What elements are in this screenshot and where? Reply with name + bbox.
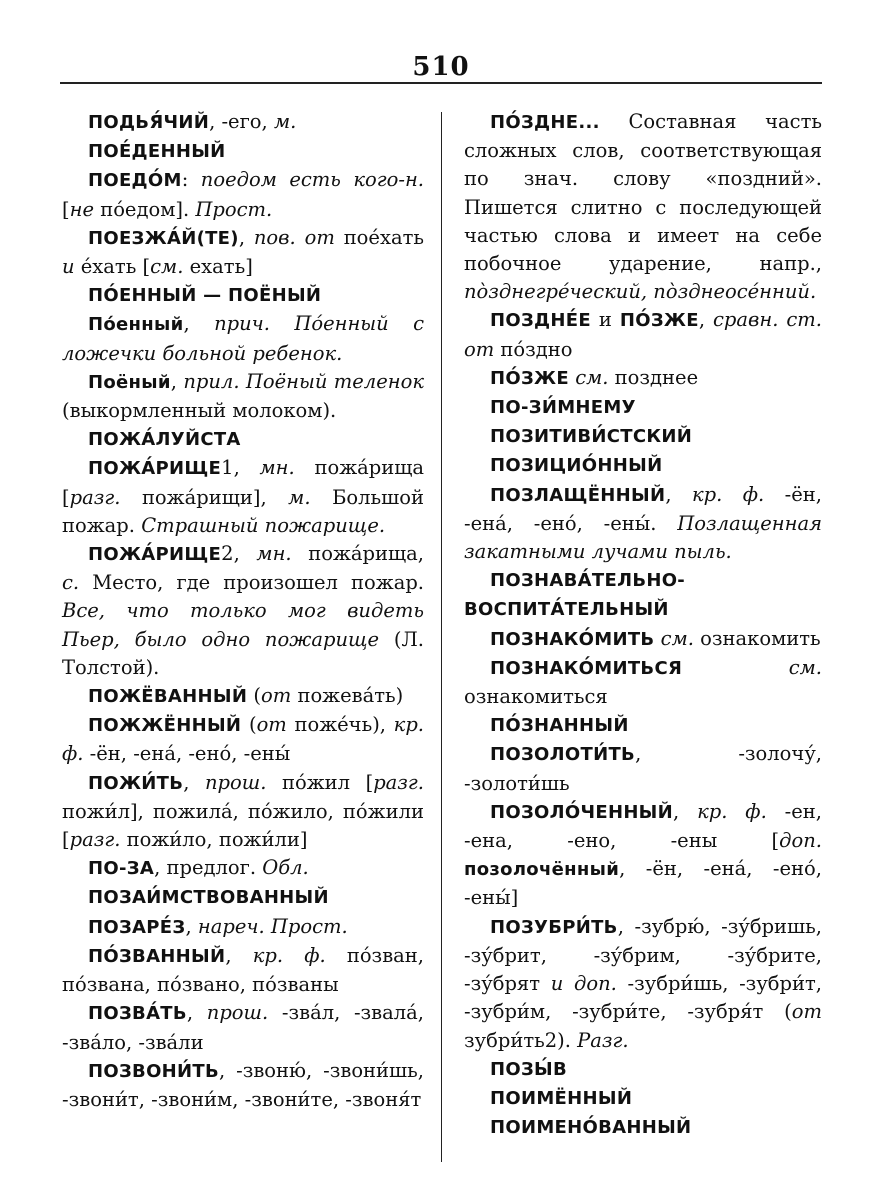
entry-label: кр. ф. — [697, 799, 767, 823]
entry-label: разг. — [69, 828, 121, 852]
dictionary-entry — [62, 711, 424, 768]
dictionary-entry — [464, 654, 822, 711]
entry-label: мн. — [256, 542, 292, 566]
entry-label: Разг. — [577, 1028, 629, 1052]
entry-text: позднее — [608, 365, 699, 389]
entry-text: , — [238, 225, 254, 249]
dictionary-entry — [62, 883, 424, 912]
entry-label: прил. Поёный теленок — [183, 369, 424, 393]
entry-text: 1, — [221, 456, 260, 480]
entry-text: , -золочу́, -золоти́шь — [464, 742, 822, 795]
entry-text: -зубри́шь, -зубри́т, -зубри́м, -зубри́те, -зубря́т ( — [464, 972, 822, 1024]
entry-label: доп. — [779, 829, 822, 853]
entry-text: , — [698, 308, 713, 332]
entry-label: сравн. ст. от — [464, 308, 822, 361]
entry-label: кр. ф. — [691, 482, 765, 506]
entry-headword: ПОЕДО́М — [88, 170, 182, 192]
entry-headword: ПОЗОЛО́ЧЕННЫЙ — [490, 801, 673, 823]
entry-headword: По́енный — [88, 314, 184, 336]
dictionary-entry — [62, 942, 424, 999]
dictionary-entry — [62, 166, 424, 223]
entry-headword: ПОЖЁВАННЫЙ — [88, 686, 248, 708]
dictionary-entry — [62, 454, 424, 540]
dictionary-entry — [464, 364, 822, 393]
entry-text: ( — [241, 713, 257, 737]
entry-text: зубри́ть2). — [464, 1028, 578, 1052]
entry-text: , -зубрю́, -зу́бришь, -зу́брит, -зу́брим, -зу́брите, -зу́брят — [464, 914, 822, 996]
entry-text: , — [183, 312, 215, 336]
dictionary-entry — [62, 999, 424, 1056]
entry-headword: ПОЗЫ́В — [490, 1058, 568, 1080]
entry-label: Прост. — [195, 197, 273, 221]
entry-label: Страшный пожарище. — [141, 513, 386, 537]
entry-text: Место, где произошел пожар. — [79, 571, 424, 595]
dictionary-entry — [464, 422, 822, 451]
entry-label: не — [69, 197, 94, 221]
entry-headword: ПОЖА́ЛУЙСТА — [88, 429, 241, 451]
entry-text: пожева́ть) — [291, 684, 404, 708]
entry-text: -ён, -ена́, -ено́, -ены́ — [83, 742, 291, 766]
entry-headword: ПО́ЕННЫЙ — ПОЁНЫЙ — [88, 285, 322, 307]
entry-text: пое́хать — [334, 225, 424, 249]
dictionary-entry — [62, 224, 424, 281]
entry-text: по́здно — [494, 337, 573, 361]
entry-headword: ПО́ЗЖЕ — [619, 310, 699, 332]
entry-text: пожи́л], пожила́, по́жило, по́жили [ — [62, 799, 424, 852]
entry-headword: ПОЗОЛОТИ́ТЬ — [490, 744, 636, 766]
dictionary-entry — [464, 481, 822, 567]
entry-label: от — [791, 1000, 822, 1024]
entry-text: пожа́рищи], — [120, 485, 289, 509]
entry-label: кр. ф. — [62, 713, 424, 766]
entry-headword: ПО́ЗНАННЫЙ — [490, 715, 629, 737]
dictionary-entry — [464, 393, 822, 422]
entry-label: см. — [788, 655, 822, 679]
entry-text: -зва́л, -звала́, -зва́ло, -зва́ли — [62, 1001, 424, 1054]
dictionary-entry — [464, 451, 822, 480]
entry-text: [ — [62, 197, 70, 221]
entry-label: прич. По́енный с ложечки больной ребенок. — [62, 312, 424, 365]
entry-label: от — [256, 713, 287, 737]
entry-text: , — [665, 482, 692, 506]
entry-text: по́едом]. — [94, 197, 196, 221]
dictionary-entry — [464, 306, 822, 363]
entry-headword: ПО́ЗВАННЫЙ — [88, 945, 226, 967]
entry-text: -ен, -ена, -ено, -ены [ — [464, 799, 822, 853]
entry-text: , — [186, 1001, 207, 1025]
entry-text: , предлог. — [154, 856, 263, 880]
entry-text: -ён, -ена́, -ено́, -ены́. — [464, 482, 822, 535]
entry-text: : — [181, 168, 201, 192]
entry-text: Составная часть сложных слов, соответствующая по знач. слову «поздний». Пишется слитно с последующей частью слова и имеет на себе побочное ударение, напр., — [464, 110, 822, 276]
entry-headword: ПОЗНАВА́ТЕЛЬНО-ВОСПИТА́ТЕЛЬНЫЙ — [464, 570, 686, 621]
entry-headword: ПО-ЗА — [88, 858, 155, 880]
entry-text: , — [225, 943, 253, 967]
entry-label: Позлащенная закатными лучами пыль. — [464, 511, 822, 564]
entry-text: (Л. Толстой). — [62, 627, 424, 679]
entry-text: , — [183, 770, 205, 794]
entry-label: кр. ф. — [252, 943, 326, 967]
entry-headword: ПОЖЖЁННЫЙ — [88, 715, 242, 737]
dictionary-entry — [62, 913, 424, 942]
entry-headword: ПО́ЗДНЕ... — [490, 112, 600, 133]
entry-headword: ПО́ЗЖЕ — [490, 367, 569, 389]
dictionary-entry — [62, 540, 424, 682]
entry-text: и — [590, 308, 620, 332]
entry-text: 2, — [221, 542, 257, 566]
entry-label: Обл. — [262, 856, 309, 880]
dictionary-entry — [464, 566, 822, 624]
entry-text: Большой пожар. — [62, 485, 425, 537]
entry-text: по́жил [ — [266, 770, 374, 794]
entry-headword: ПОЕ́ДЕННЫЙ — [88, 141, 226, 163]
entry-text: пожа́рища [ — [62, 456, 424, 509]
entry-headword: ПОЖА́РИЩЕ — [88, 544, 222, 566]
dictionary-entry — [464, 1084, 822, 1113]
entry-label: пов. от — [253, 225, 335, 249]
entry-headword: ПОЖИ́ТЬ — [88, 772, 184, 794]
entry-label: разг. — [373, 770, 424, 794]
entry-label: и доп. — [550, 972, 617, 996]
entry-text: , -ён, -ена́, -ено́, -ены́] — [464, 857, 822, 910]
dictionary-entry — [62, 769, 424, 855]
entry-headword: ПОЗУБРИ́ТЬ — [490, 916, 618, 938]
entry-text: е́хать [ — [74, 255, 151, 279]
entry-headword: позолочённый — [464, 859, 620, 881]
entry-label: мн. — [259, 456, 295, 480]
entry-label: прош. — [206, 1001, 269, 1025]
entry-headword: ПОДЬЯ́ЧИЙ — [88, 112, 210, 133]
dictionary-entry — [464, 711, 822, 740]
right-column — [464, 108, 822, 1142]
entry-label: Все, что только мог видеть Пьер, было одно пожарище — [62, 599, 424, 651]
dictionary-entry — [62, 1057, 424, 1114]
dictionary-entry — [62, 368, 424, 425]
entry-text: по́зван, по́звана, по́звано, по́званы — [62, 943, 424, 997]
entry-text: , — [673, 799, 698, 823]
entry-label: прош. — [205, 770, 267, 794]
entry-text: (выкормленный молоком). — [62, 399, 337, 423]
entry-headword: ПОИМЕНО́ВАННЫЙ — [490, 1117, 692, 1139]
dictionary-entry — [62, 137, 424, 166]
entry-text: , — [185, 914, 198, 938]
entry-headword: ПОЕЗЖА́Й(ТЕ) — [88, 227, 239, 249]
dictionary-entry — [62, 854, 424, 883]
entry-headword: ПОЗДНЕ́Е — [490, 310, 591, 332]
entry-headword: ПОЗВОНИ́ТЬ — [88, 1060, 220, 1082]
dictionary-entry — [62, 310, 424, 367]
entry-headword: ПОЗИТИВИ́СТСКИЙ — [490, 426, 693, 448]
entry-headword: ПОЗИЦИО́ННЫЙ — [490, 455, 663, 477]
entry-label: м. — [288, 485, 311, 509]
dictionary-entry — [62, 281, 424, 310]
dictionary-entry — [464, 798, 822, 913]
entry-label: по̀зднегре́ческий, по̀зднеосе́нний. — [464, 280, 817, 304]
entry-label: с. — [62, 571, 80, 595]
entry-headword: ПОЗВА́ТЬ — [88, 1003, 187, 1025]
entry-label: см. — [150, 255, 184, 279]
dictionary-entry — [62, 425, 424, 454]
entry-headword: ПОЖА́РИЩЕ — [88, 458, 222, 480]
dictionary-entry — [464, 108, 822, 306]
entry-text: , -звоню́, -звони́шь, -звони́т, -звони́м, -звони́те, -звоня́т — [62, 1058, 424, 1111]
left-column — [62, 108, 424, 1114]
top-rule — [60, 82, 822, 84]
dictionary-entry — [464, 625, 822, 654]
entry-headword: ПОЗАИ́МСТВОВАННЫЙ — [88, 887, 329, 909]
dictionary-entry — [62, 682, 424, 711]
entry-text: пожа́рища, — [291, 542, 424, 566]
entry-headword: ПОЗНАКО́МИТЬСЯ — [490, 657, 683, 679]
entry-headword: ПО-ЗИ́МНЕМУ — [490, 397, 636, 419]
entry-label: нареч. Прост. — [197, 914, 348, 938]
entry-headword: ПОЗАРЕ́З — [88, 916, 186, 938]
entry-label: поедом есть кого-н. — [200, 168, 424, 192]
entry-text: ознакомиться — [464, 685, 608, 709]
entry-text: пожи́ло, пожи́ли] — [120, 828, 308, 852]
column-divider — [441, 112, 442, 1162]
entry-label: и — [62, 255, 75, 279]
dictionary-entry — [464, 1055, 822, 1084]
entry-label: см. — [575, 365, 609, 389]
entry-headword: ПОЗНАКО́МИТЬ — [490, 628, 655, 650]
entry-headword: Поёный — [88, 371, 171, 393]
entry-text: ехать] — [183, 255, 253, 279]
entry-label: разг. — [69, 485, 121, 509]
entry-label: от — [261, 684, 292, 708]
dictionary-entry — [464, 1113, 822, 1142]
entry-text: ознакомить — [693, 626, 821, 650]
entry-label: м. — [273, 110, 297, 133]
dictionary-entry — [464, 740, 822, 797]
entry-text: , -его, — [209, 110, 274, 133]
entry-headword: ПОЗЛАЩЁННЫЙ — [490, 484, 666, 506]
entry-text — [682, 656, 789, 679]
entry-text: , — [170, 369, 184, 393]
entry-headword: ПОИМЁННЫЙ — [490, 1087, 633, 1109]
entry-text: поже́чь), — [286, 713, 394, 737]
dictionary-entry — [62, 108, 424, 137]
entry-label: см. — [660, 626, 694, 650]
page-number: 510 — [412, 52, 470, 82]
entry-text: ( — [247, 684, 262, 708]
dictionary-entry — [464, 913, 822, 1055]
